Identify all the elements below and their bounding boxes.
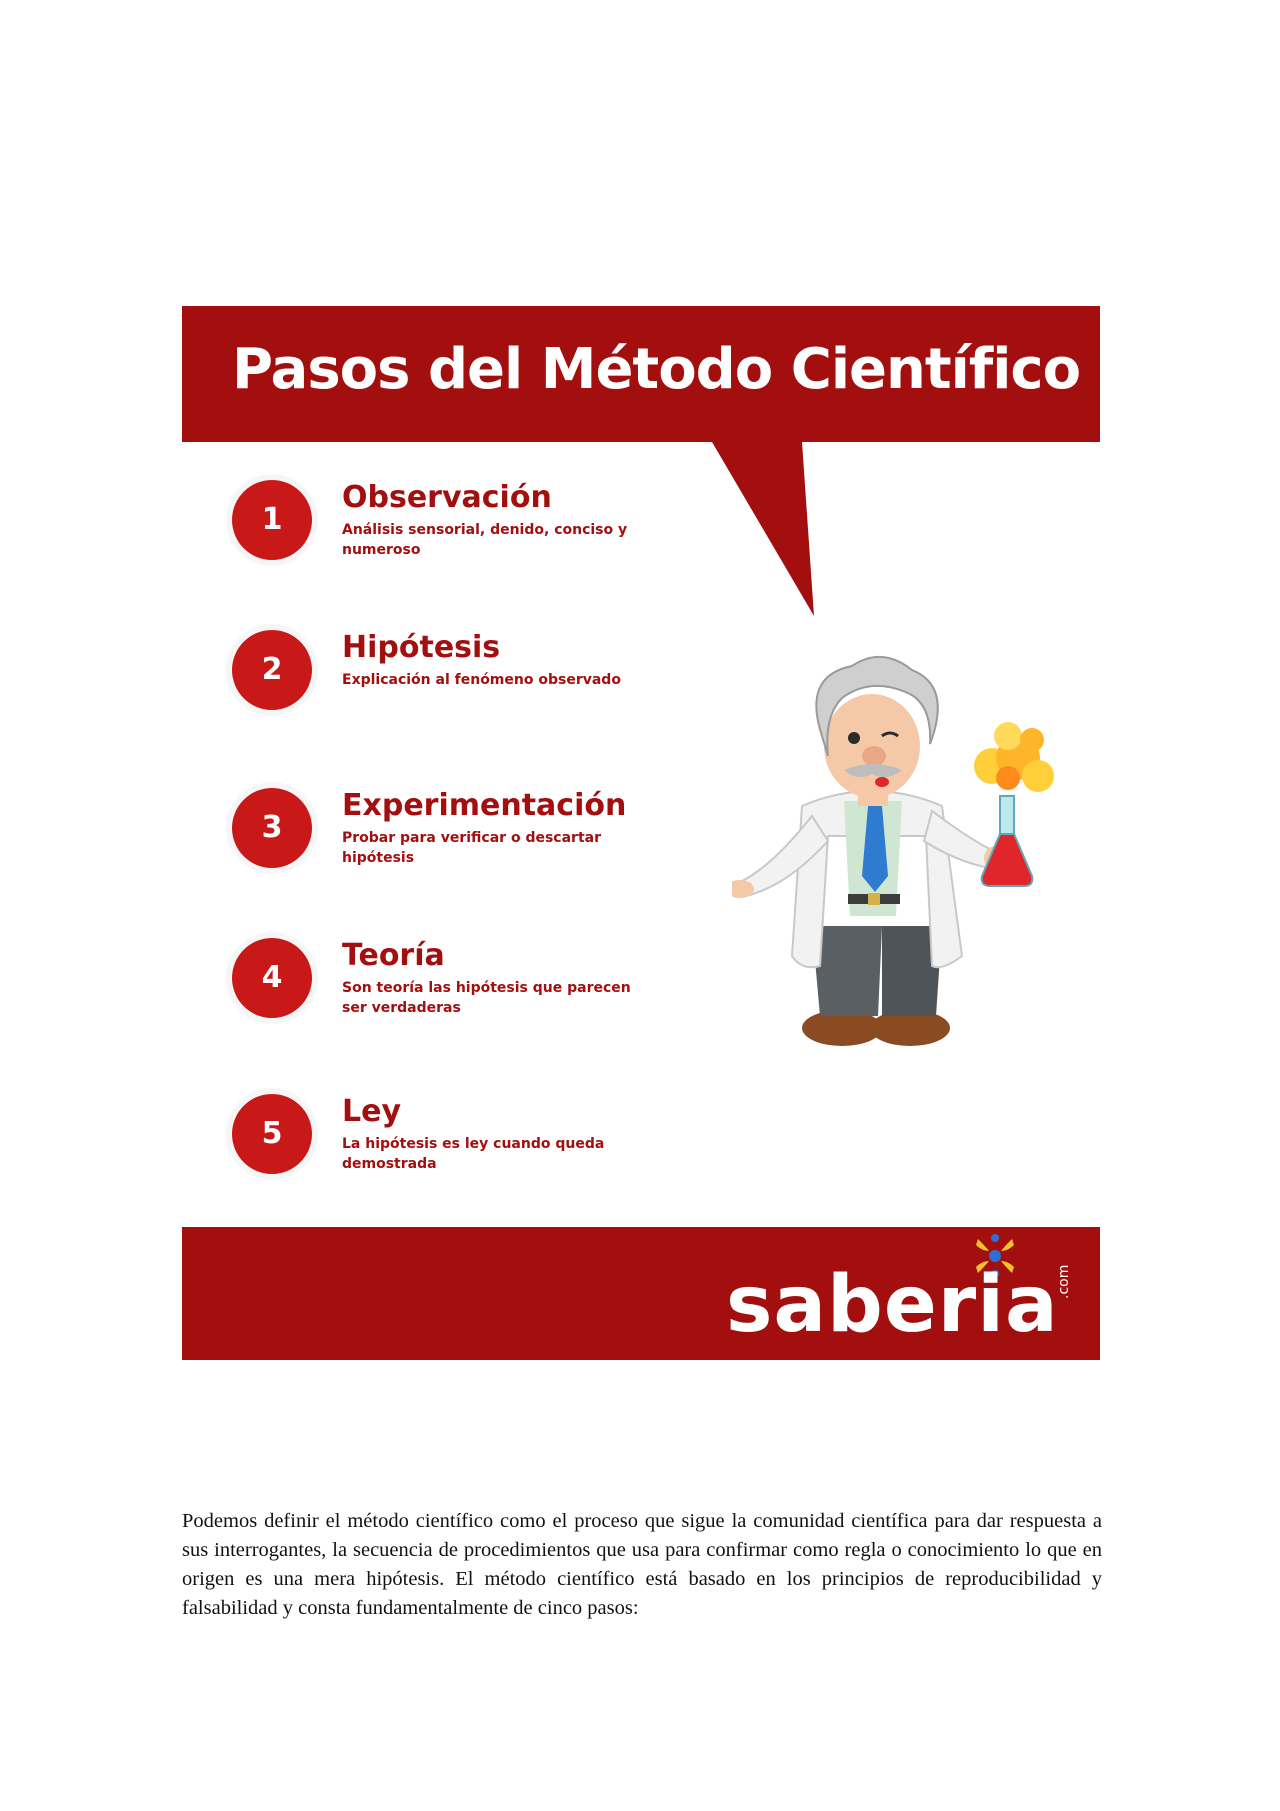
infographic-title: Pasos del Método Científico — [232, 337, 1081, 402]
step-experimentacion — [232, 788, 752, 888]
step-title: Hipótesis — [342, 630, 501, 665]
step-number-badge: 3 — [232, 788, 312, 868]
step-description: Explicación al fenómeno observado — [342, 672, 621, 688]
step-description: Son teoría las hipótesis que parecen ser verdaderas — [342, 980, 631, 1016]
step-hipotesis — [232, 630, 752, 730]
step-observacion — [232, 480, 752, 580]
step-number-badge: 4 — [232, 938, 312, 1018]
scientist-illustration — [732, 636, 1072, 1056]
saberia-logo-text: saberia — [726, 1260, 1059, 1350]
step-number-badge: 1 — [232, 480, 312, 560]
step-description: Probar para verificar o descartar hipótesis — [342, 830, 601, 866]
step-ley — [232, 1094, 752, 1194]
infographic — [182, 306, 1100, 1360]
step-title: Teoría — [342, 938, 445, 973]
step-title: Observación — [342, 480, 552, 515]
step-description: La hipótesis es ley cuando queda demostrada — [342, 1136, 605, 1172]
step-description: Análisis sensorial, denido, conciso y numeroso — [342, 522, 628, 558]
step-title: Experimentación — [342, 788, 627, 823]
logo-footer — [182, 1227, 1100, 1360]
body-paragraph: Podemos definir el método científico como el proceso que sigue la comunidad científica para dar respuesta a sus interrogantes, la secuencia de procedimientos que usa para confirmar como regla o conocimiento lo que en origen es una mera hipótesis. El método científico está basado en los principios de reproducibilidad y falsabilidad y consta fundamentalmente de cinco pasos: — [182, 1509, 1102, 1619]
step-teoria — [232, 938, 752, 1038]
step-number-badge: 5 — [232, 1094, 312, 1174]
step-number-badge: 2 — [232, 630, 312, 710]
saberia-logo-suffix: .com — [1056, 1264, 1072, 1299]
step-title: Ley — [342, 1094, 402, 1129]
